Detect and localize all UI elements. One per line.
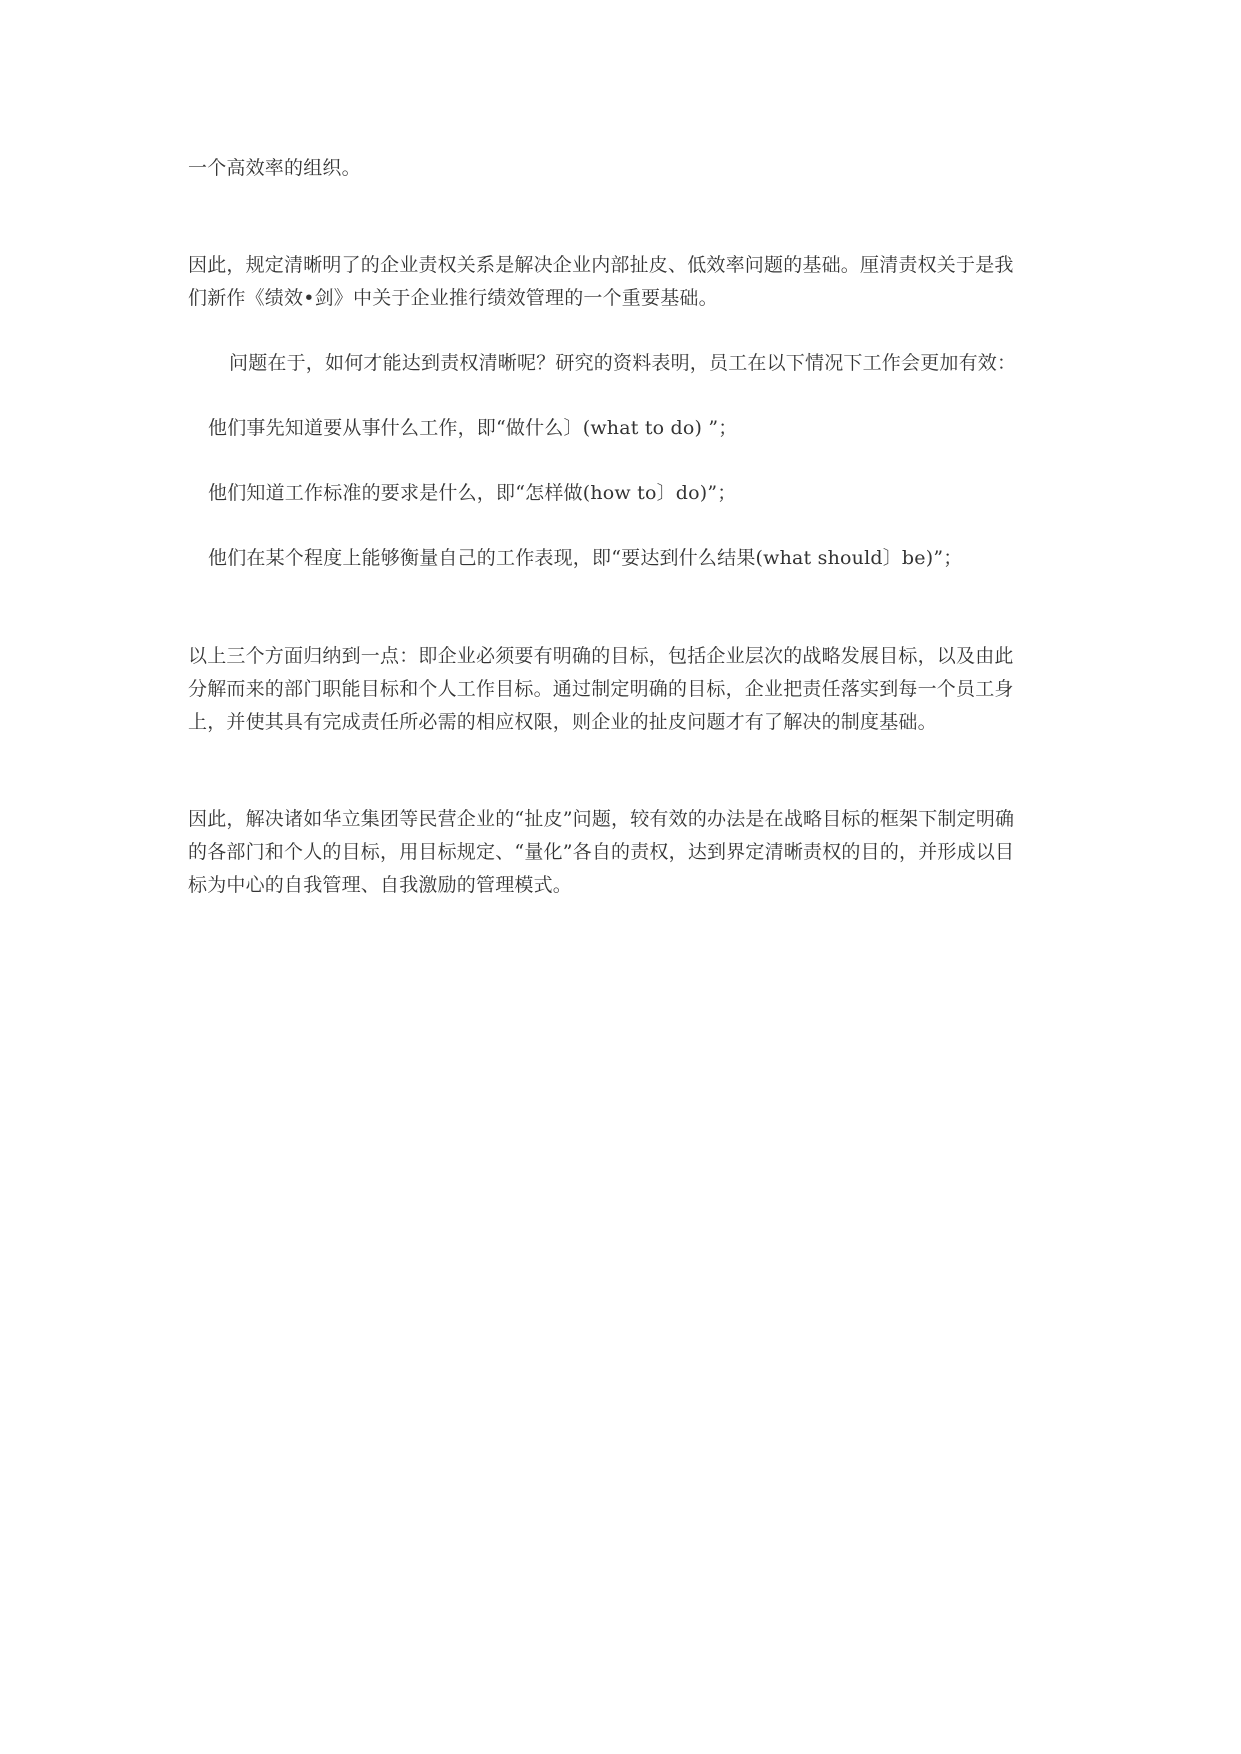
text-line: 他们知道工作标准的要求是什么，即“怎样做(how to〕do)”； (208, 482, 737, 504)
text-line: 因此，规定清晰明了的企业责权关系是解决企业内部扯皮、低效率问题的基础。厘清责权关于是我 (188, 254, 1014, 276)
text-line: 一个高效率的组织。 (188, 157, 361, 179)
paragraph-1 (188, 152, 1053, 185)
paragraph-2 (188, 249, 1053, 315)
text-line: 以上三个方面归纳到一点：即企业必须要有明确的目标，包括企业层次的战略发展目标，以及由此 (188, 645, 1014, 667)
text-line: 们新作《绩效•剑》中关于企业推行绩效管理的一个重要基础。 (188, 287, 718, 309)
list-item-how-to-do (208, 477, 1073, 510)
text-line: 因此，解决诸如华立集团等民营企业的“扯皮”问题，较有效的办法是在战略目标的框架下制定明确 (188, 808, 1015, 830)
text-line: 标为中心的自我管理、自我激励的管理模式。 (188, 874, 573, 896)
text-line: 上，并使其具有完成责任所必需的相应权限，则企业的扯皮问题才有了解决的制度基础。 (188, 711, 937, 733)
text-line: 他们事先知道要从事什么工作，即“做什么〕(what to do) ”； (208, 417, 738, 439)
paragraph-conclusion (188, 803, 1053, 902)
text-line: 的各部门和个人的目标，用目标规定、“量化”各自的责权，达到界定清晰责权的目的，并形成以目 (188, 841, 1015, 863)
text-line: 分解而来的部门职能目标和个人工作目标。通过制定明确的目标，企业把责任落实到每一个员工身 (188, 678, 1014, 700)
text-line: 他们在某个程度上能够衡量自己的工作表现，即“要达到什么结果(what should〕be)”； (208, 547, 963, 569)
paragraph-summary (188, 640, 1053, 739)
list-item-what-should-be (208, 542, 1073, 575)
list-item-what-to-do (208, 412, 1073, 445)
paragraph-3 (229, 347, 1094, 380)
text-line: 问题在于，如何才能达到责权清晰呢？研究的资料表明，员工在以下情况下工作会更加有效： (229, 352, 1017, 374)
